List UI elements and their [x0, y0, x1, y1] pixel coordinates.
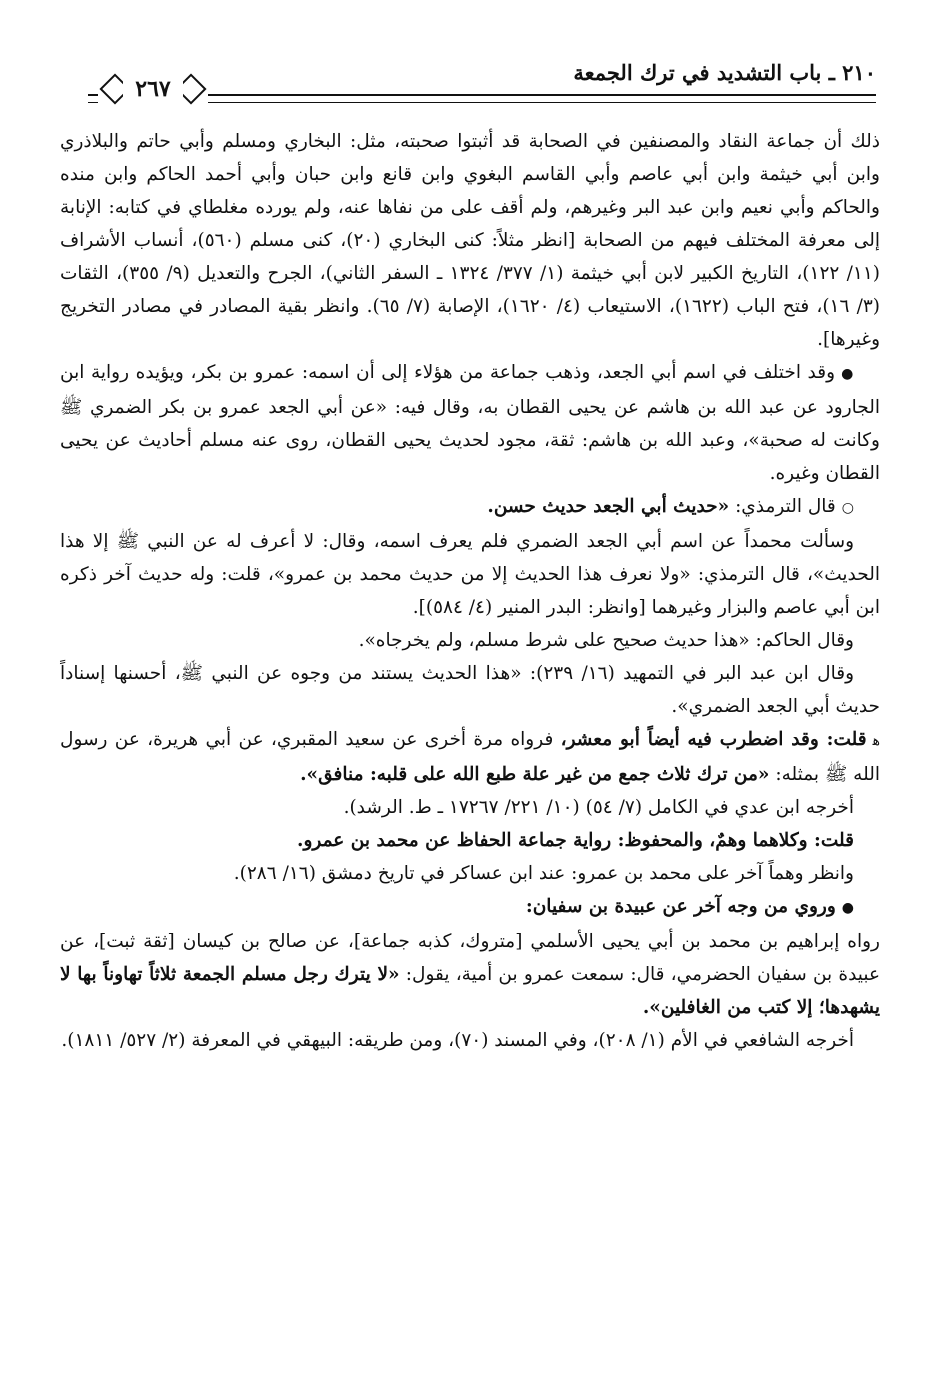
hadith-text: «من ترك ثلاث جمع من غير علة طبع الله على قلبه: منافق».: [300, 764, 770, 785]
paragraph-text: وروي من وجه آخر عن عبيدة بن سفيان:: [525, 896, 836, 917]
paragraph-text: وقد اختلف في اسم أبي الجعد، وذهب جماعة من هؤلاء إلى أن اسمه: عمرو بن بكر، ويؤيده رواية ابن الجارود عن عبد الله بن هاشم عن يحيى القطان به، وقال فيه: «عن أبي الجعد عمرو بن بكر الضمري ﷺ وكانت له صحبة»، وعبد الله بن هاشم: ثقة، مجود لحديث يحيى القطان، روى عنه مسلم أحاديث عن يحيى القطان وغيره.: [60, 362, 880, 484]
bold-text: قلت: وقد اضطرب فيه أيضاً أبو معشر،: [560, 729, 867, 750]
paragraph-bukhari-question: وسألت محمداً عن اسم أبي الجعد الضمري فلم يعرف اسمه، وقال: لا أعرف له عن النبي ﷺ إلا هذا الحديث»، قال الترمذي: «ولا نعرف هذا الحديث إلا من حديث محمد بن عمرو»، قلت: وله حديث آخر ذكره ابن أبي عاصم والبزار وغيرهما [وانظر: البدر المنير (٤/ ٥٨٤)].: [60, 531, 880, 618]
note-bullet-icon: ﻫ: [872, 733, 881, 749]
paragraph-hakim: وقال الحاكم: «هذا حديث صحيح على شرط مسلم، ولم يخرجاه».: [358, 630, 854, 651]
paragraph-text: قال الترمذي:: [729, 496, 836, 517]
paragraph-name-dispute: [60, 356, 880, 490]
page-body: [60, 125, 880, 1057]
hadith-text: «لا يترك رجل مسلم الجمعة ثلاثاً تهاوناً بها لا يشهدها؛ إلا كتب من الغافلين».: [60, 964, 880, 1018]
paragraph-tirmidhi: [60, 490, 880, 525]
page-number: ٢٦٧: [123, 74, 182, 104]
running-title: ٢١٠ ـ باب التشديد في ترك الجمعة: [573, 60, 876, 85]
paragraph-text: فرواه مرة أخرى عن سعيد المقبري، عن أبي هريرة، عن رسول الله ﷺ بمثله:: [60, 729, 880, 785]
paragraph-companions: ذلك أن جماعة النقاد والمصنفين في الصحابة قد أثبتوا صحبته، مثل: البخاري ومسلم وأبي حاتم والبلاذري وابن أبي خيثمة وابن أبي عاصم وأبي القاسم البغوي وابن قانع وابن حبان وأبي أحمد الحاكم وابن منده والحاكم وأبي نعيم وابن عبد البر وغيرهم، ولم أقف على من نفاها عنه، ولم يورده مغلطاي في كتابه: الإنابة إلى معرفة المختلف فيهم من الصحابة [انظر مثلاً: كنى البخاري (٢٠)، كنى مسلم (٥٦٠)، أنساب الأشراف (١١/ ١٢٢)، التاريخ الكبير لابن أبي خيثمة (١/ ٣٧٧/ ١٣٢٤ ـ السفر الثاني)، الجرح والتعديل (٩/ ٣٥٥)، الثقات (٣/ ١٦)، فتح الباب (١٦٢٢)، الاستيعاب (٤/ ١٦٢٠)، الإصابة (٧/ ٦٥). وانظر بقية المصادر في مصادر التخريج وغيرها].: [60, 131, 880, 350]
paragraph-ibrahim-narration: [60, 925, 880, 1024]
paragraph-text: رواه إبراهيم بن محمد بن أبي يحيى الأسلمي [متروك، كذبه جماعة]، عن صالح بن كيسان [ثقة ثبت]، عن عبيدة بن سفيان الحضرمي، قال: سمعت عمرو بن أمية، يقول:: [60, 931, 880, 985]
bullet-icon: ●: [841, 366, 854, 382]
paragraph-ibn-asakir: وانظر وهماً آخر على محمد بن عمرو: عند ابن عساكر في تاريخ دمشق (١٦/ ٢٨٦).: [233, 863, 854, 884]
paragraph-shafii: أخرجه الشافعي في الأم (١/ ٢٠٨)، وفي المسند (٧٠)، ومن طريقه: البيهقي في المعرفة (٢/ ٥٢٧/ ١٨١١).: [61, 1030, 854, 1051]
quoted-verdict: «حديث أبي الجعد حديث حسن.: [487, 496, 730, 517]
paragraph-other-route: [60, 890, 880, 925]
page-number-ornament: [98, 74, 208, 106]
page-header: [88, 58, 876, 104]
paragraph-conclusion: قلت: وكلاهما وهمٌ، والمحفوظ: رواية جماعة الحفاظ عن محمد بن عمرو.: [297, 830, 854, 851]
paragraph-ibn-abd-al-barr: وقال ابن عبد البر في التمهيد (١٦/ ٢٣٩): «هذا الحديث يستند من وجوه عن النبي ﷺ، أحسنها إسناداً حديث أبي الجعد الضمري».: [60, 663, 880, 717]
bullet-icon: ●: [841, 900, 854, 916]
paragraph-abu-mashar: [60, 723, 880, 791]
paragraph-ibn-adi: أخرجه ابن عدي في الكامل (٧/ ٥٤) (١٠/ ٢٢١/ ١٧٢٦٧ ـ ط. الرشد).: [343, 797, 854, 818]
circle-bullet-icon: ○: [841, 500, 854, 516]
